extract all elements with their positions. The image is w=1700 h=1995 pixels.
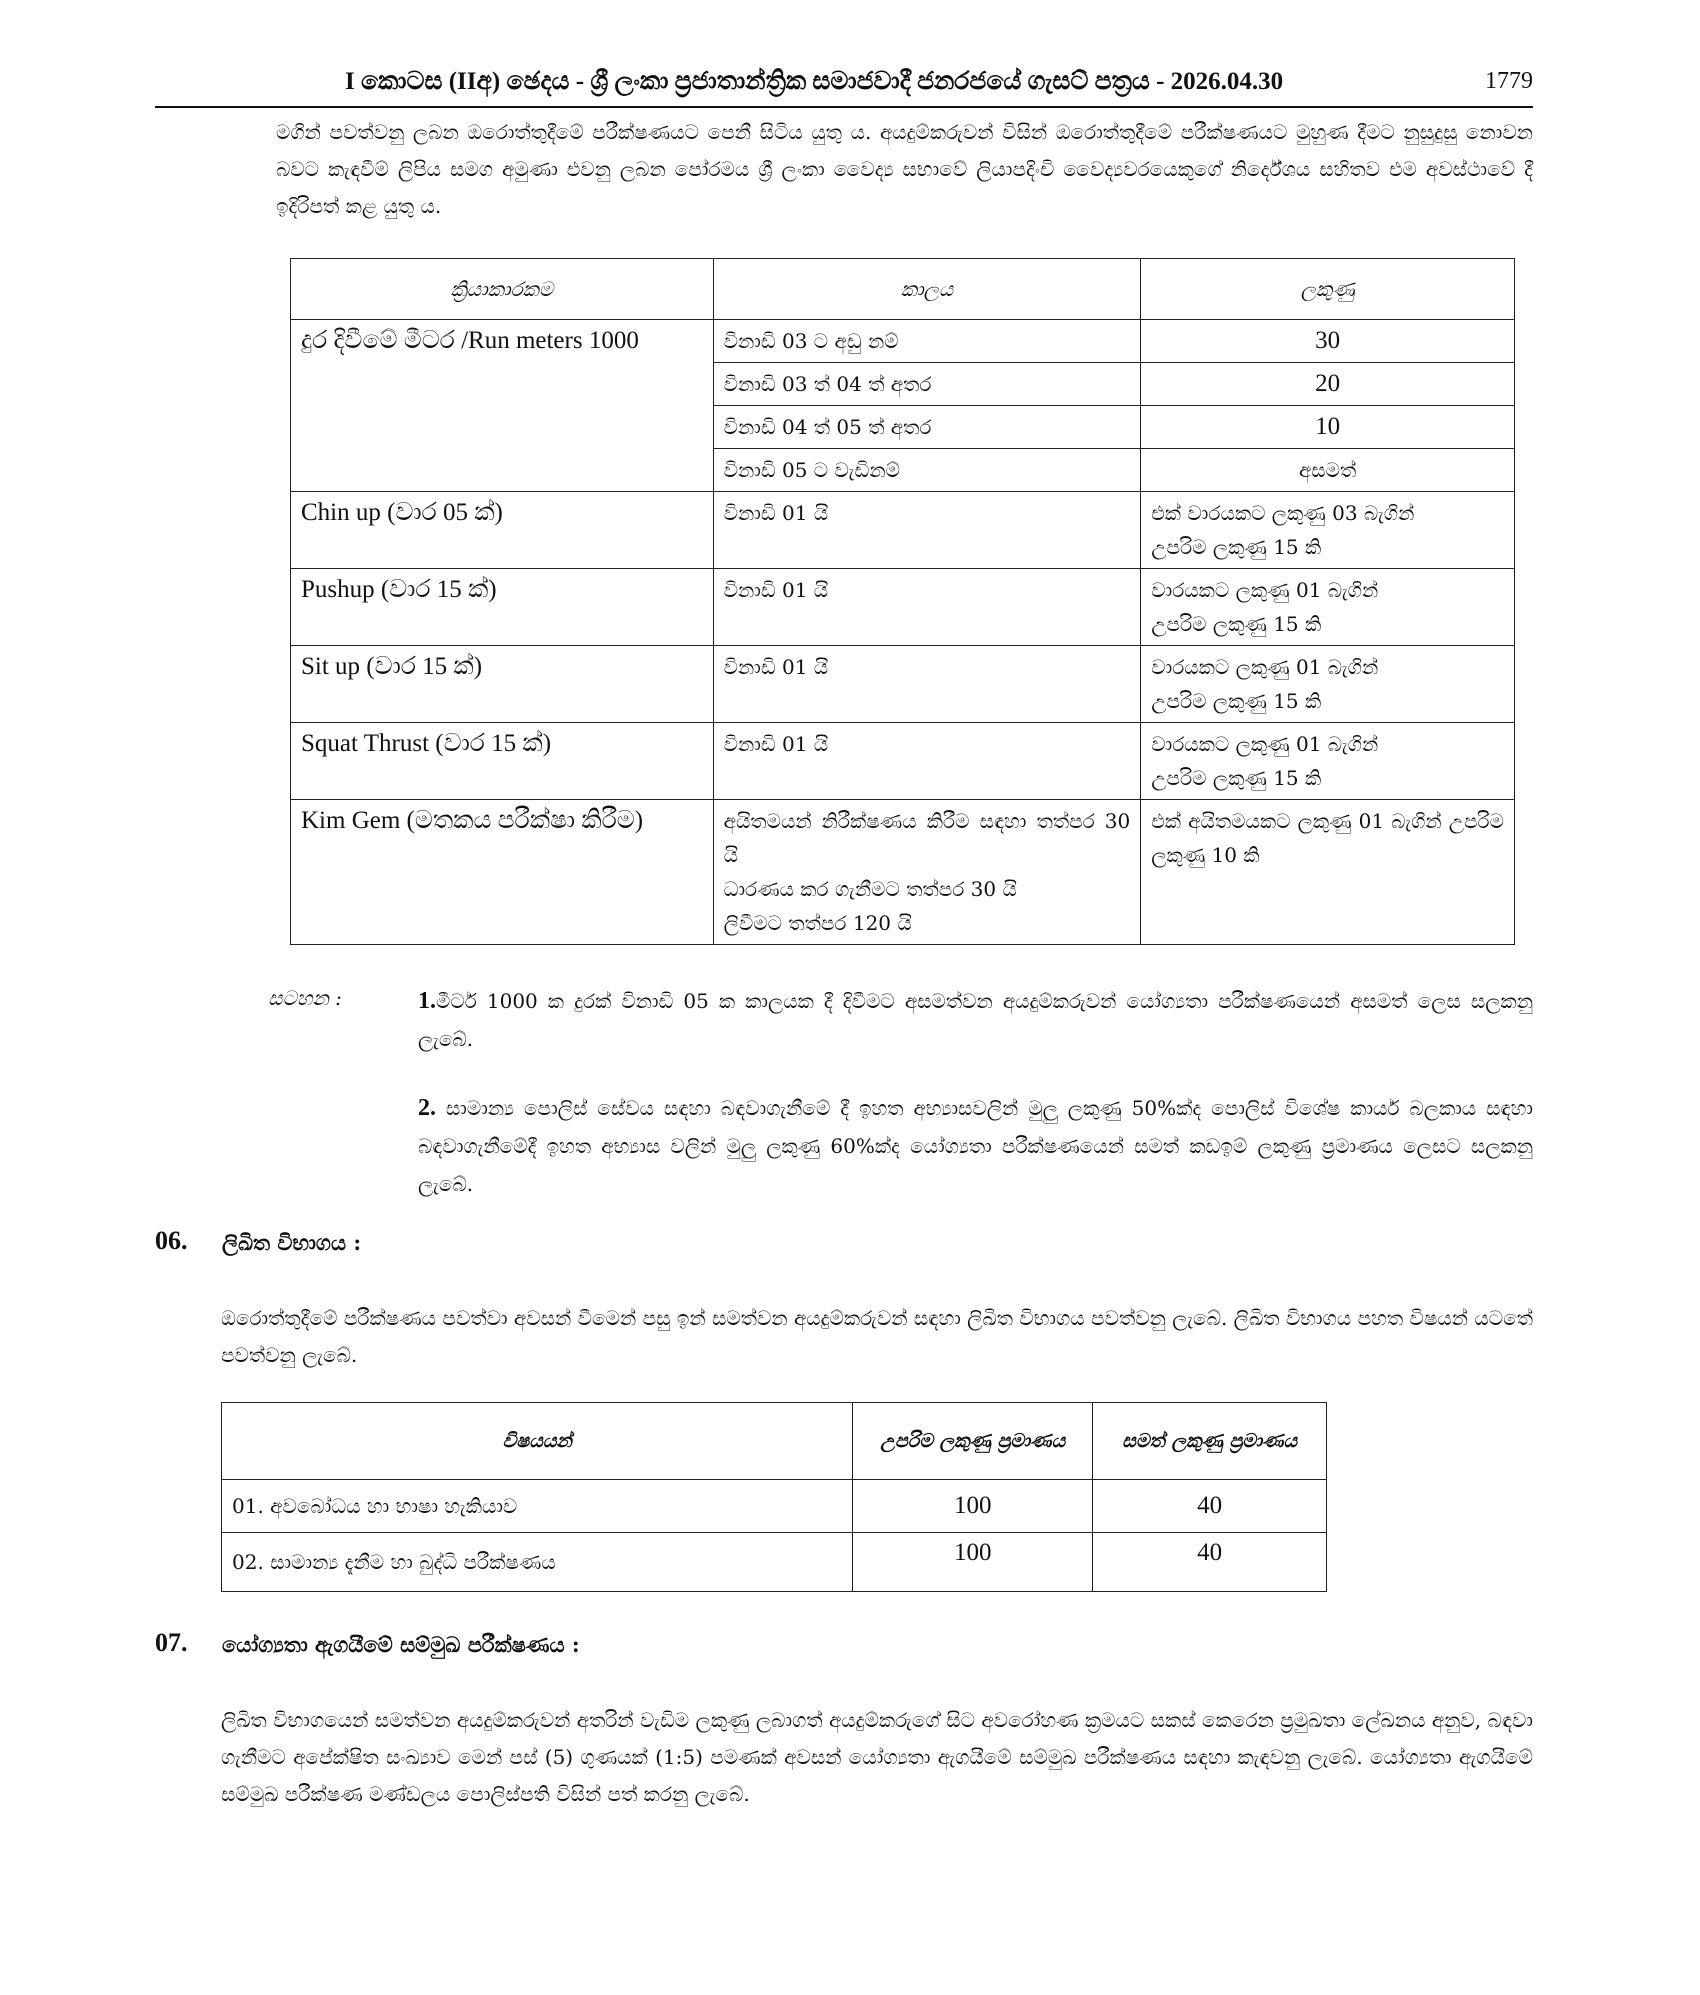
activity-cell bbox=[291, 492, 714, 569]
table-row bbox=[291, 723, 1515, 800]
table-row bbox=[291, 800, 1515, 945]
section-title: යෝග්‍යතා ඇගයීමේ සම්මුඛ පරීක්ෂණය : bbox=[222, 1632, 580, 1657]
table-row bbox=[222, 1480, 1327, 1533]
marks-cell: එක් අයිතමයකට ලකුණු 01 බැගින් උපරිම ලකුණු 10 කි bbox=[1141, 800, 1515, 945]
time-line: ලිවීමට තත්පර 120 යි bbox=[723, 911, 912, 935]
note-1-text: මීටර් 1000 ක දුරක් විනාඩි 05 ක කාලයක දී දිවීමට අසමත්වන අයදුම්කරුවන් යෝග්‍යතා පරීක්ෂණයෙන් අසමත් ලෙස සලකනු ලැබේ. bbox=[418, 989, 1533, 1051]
note-2-text: සාමාන්‍ය පොලිස් සේවය සඳහා බඳවාගැනීමේ දී ඉහත අභ්‍යාසවලින් මුලු ලකුණු 50%ක්ද පොලිස් විශේෂ කාර්ය බලකාය සඳහා බඳවාගැනීමේදී ඉහත අභ්‍යාස වලින් මුලු ලකුණු 60%ක්ද යෝග්‍යතා පරීක්ෂණයෙන් සමත් කඩඉම් ලකුණු ප්‍රමාණය ලෙසට සලකනු ලැබේ. bbox=[418, 1096, 1533, 1196]
max-marks-cell: 100 bbox=[853, 1533, 1093, 1592]
fitness-test-table bbox=[290, 258, 1515, 945]
activity-cell bbox=[291, 646, 714, 723]
page-number: 1779 bbox=[1485, 68, 1533, 94]
section-number: 07. bbox=[155, 1628, 188, 1657]
marks-line: උපරිම ලකුණු 15 කි bbox=[1151, 612, 1322, 636]
subject-cell: 01. අවබෝධය හා භාෂා හැකියාව bbox=[222, 1480, 853, 1533]
header-time: කාලය bbox=[713, 259, 1141, 320]
table-header-row bbox=[222, 1403, 1327, 1480]
marks-line: උපරිම ලකුණු 15 කි bbox=[1151, 766, 1322, 790]
activity-name: Squat Thrust (වාර 15 ක්) bbox=[301, 730, 552, 757]
header-pass-marks: සමත් ලකුණු ප්‍රමාණය bbox=[1093, 1403, 1327, 1480]
time-line: අයිතමයන් නිරීක්ෂණය කිරීම සඳහා තත්පර 30 යි bbox=[723, 809, 1131, 867]
section-title: ලිඛිත විභාගය : bbox=[222, 1230, 362, 1255]
time-cell: විනාඩි 01 යි bbox=[713, 569, 1141, 646]
header-title: I කොටස (IIඅ) ඡෙදය - ශ්‍රී ලංකා ප්‍රජාතාන්ත්‍රික සමාජවාදී ජනරජයේ ගැසට් පත්‍රය - 2026.04.30 bbox=[345, 68, 1284, 95]
marks-line: උපරිම ලකුණු 15 කි bbox=[1151, 535, 1322, 559]
marks-cell bbox=[1141, 492, 1515, 569]
marks-cell bbox=[1141, 723, 1515, 800]
table-row bbox=[291, 492, 1515, 569]
page-header bbox=[155, 66, 1533, 108]
activity-cell bbox=[291, 723, 714, 800]
activity-cell bbox=[291, 800, 714, 945]
run-marks-cell: 10 bbox=[1141, 406, 1515, 449]
section-06-paragraph: ඔරොත්තුදීමේ පරීක්ෂණය පවත්වා අවසන් වීමෙන් පසු ඉන් සමත්වන අයදුම්කරුවන් සඳහා ලිඛිත විභාගය පවත්වනු ලැබේ. ලිඛිත විභාගය පහත විෂයන් යටතේ පවත්වනු ලැබේ. bbox=[221, 1306, 1533, 1367]
marks-cell bbox=[1141, 646, 1515, 723]
activity-name: Kim Gem (මතකය පරීක්ෂා කිරීම) bbox=[301, 807, 644, 834]
activity-name: Chin up (වාර 05 ක්) bbox=[301, 499, 503, 526]
section-number: 06. bbox=[155, 1226, 188, 1255]
activity-cell bbox=[291, 569, 714, 646]
time-cell: විනාඩි 01 යි bbox=[713, 723, 1141, 800]
marks-line: වාරයකට ලකුණු 01 බැගින් bbox=[1151, 655, 1379, 679]
pass-marks-cell: 40 bbox=[1093, 1533, 1327, 1592]
marks-line: වාරයකට ලකුණු 01 බැගින් bbox=[1151, 732, 1379, 756]
note-2-number: 2. bbox=[418, 1095, 436, 1121]
run-time-cell: විනාඩි 04 ත් 05 ත් අතර bbox=[713, 406, 1141, 449]
written-exam-table bbox=[221, 1402, 1327, 1592]
time-cell bbox=[713, 800, 1141, 945]
intro-paragraph: මගින් පවත්වනු ලබන ඔරොත්තුදීමේ පරීක්ෂණයට පෙනී සිටිය යුතු ය. අයදුම්කරුවන් විසින් ඔරොත්තුදීමේ පරීක්ෂණයට මුහුණ දීමට නුසුදුසු නොවන බවට කැඳවීම් ලිපිය සමග අමුණා එවනු ලබන පෝරමය ශ්‍රී ලංකා වෛද්‍ය සභාවේ ලියාපදිංචි වෛද්‍යවරයෙකුගේ නිර්දේශය සහිතව එම අවස්ථාවේ දී ඉදිරිපත් කළ යුතු ය. bbox=[276, 120, 1533, 218]
header-max-marks: උපරිම ලකුණු ප්‍රමාණය bbox=[853, 1403, 1093, 1480]
note-1 bbox=[418, 982, 1533, 1058]
note-label: සටහන : bbox=[268, 986, 342, 1010]
table-row bbox=[291, 569, 1515, 646]
table-row bbox=[222, 1533, 1327, 1592]
marks-line: උපරිම ලකුණු 15 කි bbox=[1151, 689, 1322, 713]
run-marks-cell: අසමත් bbox=[1141, 449, 1515, 492]
table-header-row bbox=[291, 259, 1515, 320]
run-time-cell: විනාඩි 03 ත් 04 ත් අතර bbox=[713, 363, 1141, 406]
subject-cell: 02. සාමාන්‍ය දැනීම හා බුද්ධි පරීක්ෂණය bbox=[222, 1533, 853, 1592]
marks-line: වාරයකට ලකුණු 01 බැගින් bbox=[1151, 578, 1379, 602]
run-marks-cell: 30 bbox=[1141, 320, 1515, 363]
activity-name: Pushup (වාර 15 ක්) bbox=[301, 576, 497, 603]
activity-name: Sit up (වාර 15 ක්) bbox=[301, 653, 483, 680]
table-row bbox=[291, 320, 1515, 363]
run-activity-cell bbox=[291, 320, 714, 492]
note-2 bbox=[418, 1089, 1533, 1203]
time-cell: විනාඩි 01 යි bbox=[713, 492, 1141, 569]
pass-marks-cell: 40 bbox=[1093, 1480, 1327, 1533]
header-marks: ලකුණු bbox=[1141, 259, 1515, 320]
time-line: ධාරණය කර ගැනීමට තත්පර 30 යි bbox=[723, 877, 1017, 901]
run-activity: දුර දිවීමේ මීටර /Run meters 1000 bbox=[301, 327, 639, 354]
section-07-paragraph: ලිඛිත විභාගයෙන් සමත්වන අයදුම්කරුවන් අතරින් වැඩිම ලකුණු ලබාගත් අයදුම්කරුගේ සිට අවරෝහණ ක්‍රමයට සකස් කෙරෙන ප්‍රමුඛතා ලේඛනය අනුව, බඳවා ගැනීමට අපේක්ෂිත සංඛ්‍යාව මෙන් පස් (5) ගුණයක් (1:5) පමණක් අවසන් යෝග්‍යතා ඇගයීමේ සම්මුඛ පරීක්ෂණය සඳහා කැඳවනු ලැබේ. යෝග්‍යතා ඇගයීමේ සම්මුඛ පරීක්ෂණ මණ්ඩලය පොලිස්පති විසින් පත් කරනු ලැබේ. bbox=[221, 1708, 1533, 1806]
max-marks-cell: 100 bbox=[853, 1480, 1093, 1533]
table-row bbox=[291, 646, 1515, 723]
time-cell: විනාඩි 01 යි bbox=[713, 646, 1141, 723]
marks-line: එක් වාරයකට ලකුණු 03 බැගින් bbox=[1151, 501, 1415, 525]
header-subject: විෂයයන් bbox=[222, 1403, 853, 1480]
header-activity: ක්‍රියාකාරකම bbox=[291, 259, 714, 320]
marks-cell bbox=[1141, 569, 1515, 646]
run-time-cell: විනාඩි 03 ට අඩු නම් bbox=[713, 320, 1141, 363]
run-marks-cell: 20 bbox=[1141, 363, 1515, 406]
run-time-cell: විනාඩි 05 ට වැඩිනම් bbox=[713, 449, 1141, 492]
note-1-number: 1. bbox=[418, 988, 436, 1014]
